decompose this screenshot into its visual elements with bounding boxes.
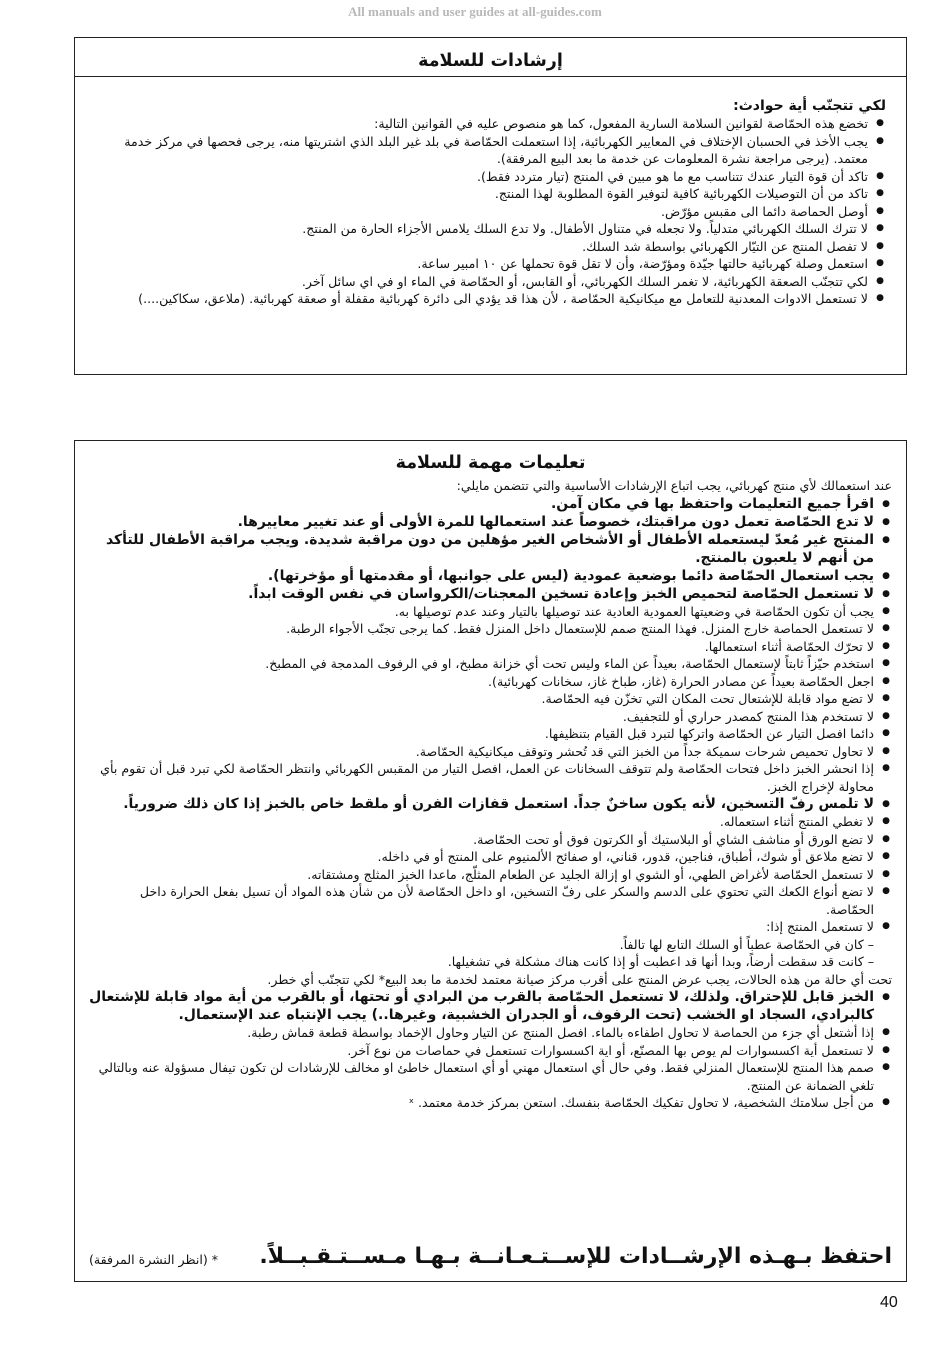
list-item: ● يجب أن تكون الحمّاصة في وضعيتها العمودية العادية عند توصيلها بالتيار وعند عدم توصيلها به. bbox=[89, 603, 892, 621]
list-item: ● صمم هذا المنتج للإستعمال المنزلي فقط. وفي حال أي استعمال مهني أو أي استعمال خاطئ او مخالف للإرشادات لن تكون تيفال مسؤولة عنه وبالتالي تلغي الضمانة عن المنتج. bbox=[89, 1059, 892, 1094]
list-item: ● اقرأ جميع التعليمات واحتفظ بها في مكان آمن. bbox=[89, 495, 892, 513]
list-item: ● تاكد من أن التوصيلات الكهربائية كافية لتوفير القوة المطلوبة لهذا المنتج. bbox=[95, 185, 886, 203]
list-item: ● لكي تتجنّب الصعقة الكهربائية، لا تغمر السلك الكهربائي، أو القابس، أو الحمّاصة في الماء او في اي سائل آخر. bbox=[95, 273, 886, 291]
list-item: ● المنتج غير مُعدّ ليستعمله الأطفال أو الأشخاص الغير مؤهلين من دون مراقبة شديدة. ويجب مراقبة الأطفال للتأكد من أنهم لا يلعبون بالمنتج. bbox=[89, 531, 892, 567]
list-item: ● لا تضع مواد قابلة للإشتعال تحت المكان التي تخزّن فيه الحمّاصة. bbox=[89, 690, 892, 708]
list-item: ● لا تضع أنواع الكعك التي تحتوي على الدسم والسكر على رفّ التسخين، او داخل الحمّاصة لأن من شأن هذه المواد أن تسيل بفعل الحرارة داخل الحمّاصة. bbox=[89, 883, 892, 918]
page-number: 40 bbox=[880, 1294, 898, 1311]
list-item: ● إذا أشتعل أي جزء من الحماصة لا تحاول اطفاءه بالماء. افصل المنتج عن التيار وحاول الإخماد بواسطة قطعة قماش رطبة. bbox=[89, 1024, 892, 1042]
list-item: ● أوصل الحماصة دائما الى مقبس مؤرّض. bbox=[95, 203, 886, 221]
list-item: ● لا تستعمل الحمّاصة لتحميص الخبز وإعادة تسخين المعجنات/الكرواسان في نفس الوقت ابداً. bbox=[89, 585, 892, 603]
important-safety-box bbox=[74, 440, 907, 1282]
section-title: تعليمات مهمة للسلامة bbox=[395, 453, 586, 473]
list-item: ● لا تلمس رفّ التسخين، لأنه يكون ساخنٌ جداً. استعمل قفازات الفرن أو ملقط خاص بالخبز إذا كان ذلك ضرورياً. bbox=[89, 795, 892, 813]
list-item: ● الخبز قابل للإحتراق. ولذلك، لا تستعمل الحمّاصة بالقرب من البرادي أو تحتها، أو بالقرب من أية مواد قابلة للإشتعال كالبرادي، السجاد او الخشب (تحت الرفوف، أو الجدران الخشبية، وغيرها..) يجب الإنتباه عند الإستعمال. bbox=[89, 988, 892, 1024]
footer bbox=[89, 1235, 892, 1269]
list-item: ● لا تضع ملاعق أو شوك، أطباق، فناجين، قدور، قناني، او صفائح الألمنيوم على المنتج أو في داخله. bbox=[89, 848, 892, 866]
section-subtitle: لكي تتجنّب أية حوادث: bbox=[733, 98, 886, 114]
list-item: ● تاكد أن قوة التيار عندك تتناسب مع ما هو مبين في المنتج (تيار متردد فقط). bbox=[95, 168, 886, 186]
list-item: ● لا تحرّك الحمّاصة أثناء استعمالها. bbox=[89, 638, 892, 656]
list-item: ● لا تفصل المنتج عن التيّار الكهربائي بواسطة شد السلك. bbox=[95, 238, 886, 256]
list-item: ● تخضع هذه الحمّاصة لقوانين السلامة السارية المفعول، كما هو منصوص عليه في القوانين التالية: bbox=[95, 115, 886, 133]
footnote-reference: * (انظر النشرة المرفقة) bbox=[89, 1252, 219, 1267]
instructions-list bbox=[89, 495, 892, 936]
list-item: ● استخدم حيّزاً ثابتاً لإستعمال الحمّاصة، بعيداً عن الماء وليس تحت أي خزانة مطبخ، او في الرفوف المدمجة في المطبخ. bbox=[89, 655, 892, 673]
list-item: ● لا تستعمل المنتج إذا: bbox=[89, 918, 892, 936]
list-item: ● لا تضع الورق أو مناشف الشاي أو البلاستيك أو الكرتون فوق أو تحت الحمّاصة. bbox=[89, 831, 892, 849]
list-item: ● يجب الأخذ في الحسبان الإختلاف في المعايير الكهربائية، إذا استعملت الحمّاصة في بلد غير البلد الذي اشتريتها منه، يرجى فحصها في مركز خدمة معتمد. (يرجى مراجعة نشرة المعلومات عن خدمة ما بعد البيع المرفقة). bbox=[95, 133, 886, 168]
service-note: تحت أي حالة من هذه الحالات، يجب عرض المنتج على أقرب مركز صيانة معتمد لخدمة ما بعد البيع* لكي تتجنّب أي خطر. bbox=[267, 971, 892, 987]
list-item: ● استعمل وصلة كهربائية حالتها جيّدة ومؤرّضة، وأن لا تقل قوة تحملها عن ١٠ امبير ساعة. bbox=[95, 255, 886, 273]
list-item: ● لا تستخدم هذا المنتج كمصدر حراري أو للتجفيف. bbox=[89, 708, 892, 726]
list-item: ● لا تستعمل الحماصة خارج المنزل. فهذا المنتج صمم للإستعمال داخل المنزل فقط. كما يرجى تجنّب الأجواء الرطبة. bbox=[89, 620, 892, 638]
list-item: ● لا تحاول تحميص شرحات سميكة جداً من الخبز التي قد تُحشر وتوقف ميكانيكية الحمّاصة. bbox=[89, 743, 892, 761]
keep-instructions-heading: احتفظ بـهـذه الإرشــادات للإســتـعـانــة بـهـا مـســتـقـبــلاً. bbox=[259, 1244, 892, 1269]
list-item: ● لا تستعمل أية اكسسوارات لم يوص بها المصنّع، أو اية اكسسوارات تستعمل في حماصات من نوع آخر. bbox=[89, 1042, 892, 1060]
watermark: All manuals and user guides at all-guides.com bbox=[348, 4, 602, 19]
list-item: ● لا تستعمل الحمّاصة لأغراض الطهي، أو الشوي او إزالة الجليد عن الطعام المثلّج، ماعدا الخبز المثلج ومشتقاته. bbox=[89, 866, 892, 884]
conditions-sublist bbox=[89, 936, 892, 971]
section-title: إرشادات للسلامة bbox=[75, 46, 906, 77]
list-item: ● إذا انحشر الخبز داخل فتحات الحمّاصة ولم تتوقف السخانات عن العمل، افصل التيار من المقبس الكهربائي وانتظر الحمّاصة لكي تبرد قبل أن تقوم بأي محاولة لإخراج الخبز. bbox=[89, 760, 892, 795]
safety-guidelines-list bbox=[95, 115, 886, 308]
list-item: ● دائما افصل التيار عن الحمّاصة واتركها لتبرد قبل القيام بتنظيفها. bbox=[89, 725, 892, 743]
list-item: ● لا تغطي المنتج أثناء استعماله. bbox=[89, 813, 892, 831]
list-item: ● لا تستعمل الادوات المعدنية للتعامل مع ميكانيكية الحمّاصة ، لأن هذا قد يؤدي الى دائرة كهربائية مقفلة أو صعقة كهربائية. (ملاعق، سكاكين....) bbox=[95, 290, 886, 308]
list-item: ● لا تدع الحمّاصة تعمل دون مراقبتك، خصوصاً عند استعمالها للمرة الأولى أو عند تغيير معاييرها. bbox=[89, 513, 892, 531]
intro-text: عند استعمالك لأي منتج كهربائي، يجب اتباع الإرشادات الأساسية والتي تتضمن مايلي: bbox=[456, 478, 892, 493]
sub-item: – كانت قد سقطت أرضاً، وبدا أنها قد اعطبت أو إذا كانت هناك مشكلة في تشغيلها. bbox=[447, 954, 874, 969]
list-item: ● لا تترك السلك الكهربائي متدلياً. ولا تجعله في متناول الأطفال. ولا تدع السلك يلامس الأجزاء الحارة من المنتج. bbox=[95, 220, 886, 238]
list-item: ● من أجل سلامتك الشخصية، لا تحاول تفكيك الحمّاصة بنفسك. استعن بمركز خدمة معتمد. ˣ bbox=[89, 1094, 892, 1112]
sub-item: – كان في الحمّاصة عطباً أو السلك التابع لها تالفاً. bbox=[619, 936, 874, 952]
instructions-list-continued bbox=[89, 988, 892, 1112]
safety-guidelines-box bbox=[74, 37, 907, 375]
list-item: ● يجب استعمال الحمّاصة دائما بوضعية عمودية (ليس على جوانبها، أو مقدمتها أو مؤخرتها). bbox=[89, 567, 892, 585]
list-item: ● اجعل الحمّاصة بعيداً عن مصادر الحرارة (غاز، طباخ غاز، سخانات كهربائية). bbox=[89, 673, 892, 691]
